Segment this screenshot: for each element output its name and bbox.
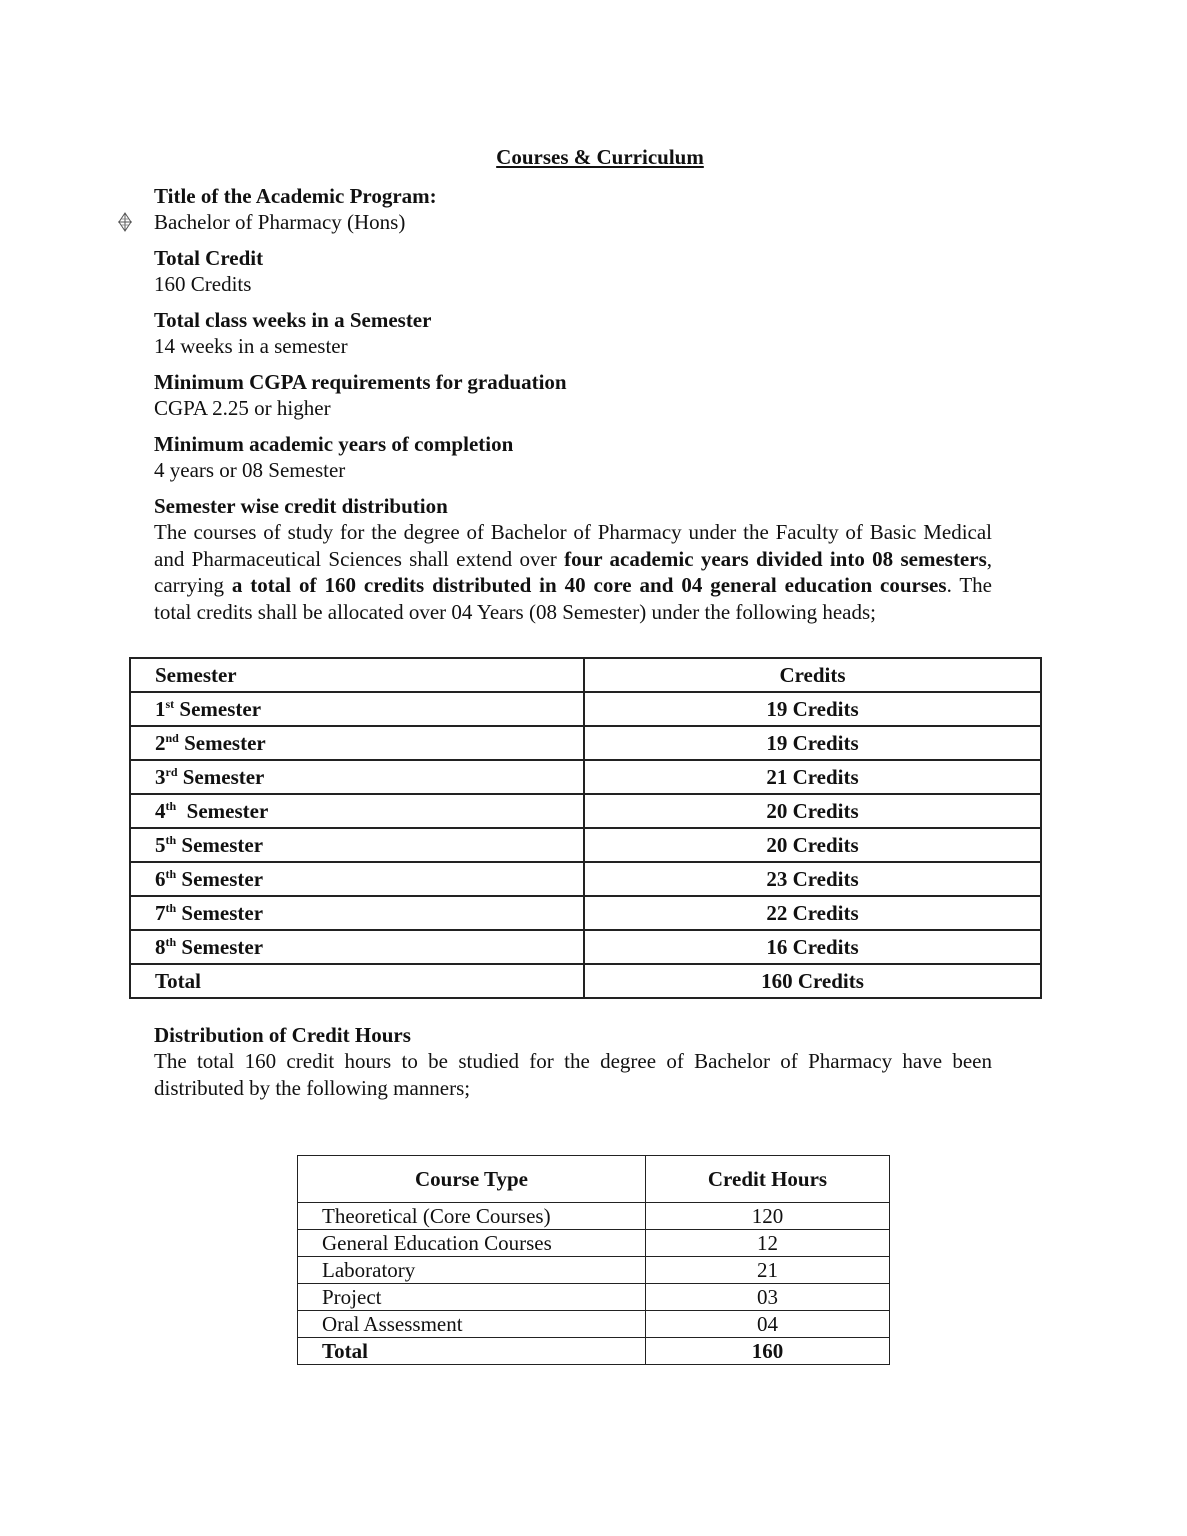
info-block: [154, 369, 992, 421]
semester-cell: 3rd Semester: [130, 760, 584, 794]
semester-cell: 5th Semester: [130, 828, 584, 862]
info-heading: Total Credit: [154, 246, 264, 270]
info-block: [154, 431, 992, 483]
semester-cell: 8th Semester: [130, 930, 584, 964]
info-block: [154, 183, 992, 235]
header-cell: Course Type: [298, 1156, 646, 1203]
program-info: [154, 183, 992, 635]
para-text: . The total credits shall be allocated over 04 Years (08 Semester) under the following heads;: [154, 573, 993, 624]
info-heading: Minimum CGPA requirements for graduation: [154, 370, 567, 394]
info-heading: Title of the Academic Program:: [154, 184, 437, 208]
para-bold: a total of 160 credits distributed in 40 core and 04 general education courses: [231, 573, 947, 597]
table-row: [130, 760, 1041, 794]
credits-cell: 20 Credits: [584, 828, 1041, 862]
section-heading: Semester wise credit distribution: [154, 494, 448, 518]
semester-cell: 1st Semester: [130, 692, 584, 726]
semester-cell: 2nd Semester: [130, 726, 584, 760]
credits-cell: 20 Credits: [584, 794, 1041, 828]
credit-hours-table: [297, 1155, 890, 1365]
table-row: [298, 1230, 890, 1257]
semester-credit-table: [129, 657, 1042, 999]
info-block: [154, 307, 992, 359]
semester-distribution-section: [154, 493, 992, 625]
info-value: Bachelor of Pharmacy (Hons): [154, 210, 406, 234]
table-row: [298, 1257, 890, 1284]
diamond-bullet-icon: [117, 212, 133, 232]
total-hours-cell: 160: [646, 1338, 890, 1365]
table-row: [298, 1284, 890, 1311]
table-row: [298, 1203, 890, 1230]
hours-cell: 21: [646, 1257, 890, 1284]
header-cell: Semester: [130, 658, 584, 692]
table-header-row: [298, 1156, 890, 1203]
para-text: The courses of study for the degree of Bachelor of Pharmacy under the Faculty of Basic Medical and Pharmaceutical Sciences shall extend over: [154, 520, 992, 571]
course-type-cell: Oral Assessment: [298, 1311, 646, 1338]
distribution-section: [154, 1022, 992, 1101]
course-type-cell: Laboratory: [298, 1257, 646, 1284]
hours-cell: 120: [646, 1203, 890, 1230]
table-row: [130, 726, 1041, 760]
course-type-cell: General Education Courses: [298, 1230, 646, 1257]
info-heading: Minimum academic years of completion: [154, 432, 514, 456]
hours-cell: 12: [646, 1230, 890, 1257]
credits-cell: 19 Credits: [584, 692, 1041, 726]
section-heading: Distribution of Credit Hours: [154, 1023, 411, 1047]
table-row: [130, 794, 1041, 828]
table-total-row: [298, 1338, 890, 1365]
info-value: 14 weeks in a semester: [154, 334, 348, 358]
total-credits-cell: 160 Credits: [584, 964, 1041, 998]
page-title: Courses & Curriculum: [496, 145, 704, 169]
hours-cell: 04: [646, 1311, 890, 1338]
info-heading: Total class weeks in a Semester: [154, 308, 432, 332]
total-label-cell: Total: [298, 1338, 646, 1365]
hours-cell: 03: [646, 1284, 890, 1311]
credits-cell: 19 Credits: [584, 726, 1041, 760]
credits-cell: 21 Credits: [584, 760, 1041, 794]
table-header-row: [130, 658, 1041, 692]
credits-cell: 16 Credits: [584, 930, 1041, 964]
header-cell: Credit Hours: [646, 1156, 890, 1203]
table-row: [130, 896, 1041, 930]
info-value: 4 years or 08 Semester: [154, 458, 346, 482]
table-row: [130, 862, 1041, 896]
info-block: [154, 245, 992, 297]
semester-cell: 7th Semester: [130, 896, 584, 930]
table-total-row: [130, 964, 1041, 998]
table-row: [130, 828, 1041, 862]
info-value: 160 Credits: [154, 272, 252, 296]
table-row: [130, 930, 1041, 964]
info-value: CGPA 2.25 or higher: [154, 396, 331, 420]
para-text: , carrying: [154, 546, 992, 597]
total-label-cell: Total: [130, 964, 584, 998]
credits-cell: 22 Credits: [584, 896, 1041, 930]
credits-cell: 23 Credits: [584, 862, 1041, 896]
table-row: [130, 692, 1041, 726]
course-type-cell: Theoretical (Core Courses): [298, 1203, 646, 1230]
header-cell: Credits: [584, 658, 1041, 692]
table-row: [298, 1311, 890, 1338]
course-type-cell: Project: [298, 1284, 646, 1311]
semester-cell: 6th Semester: [130, 862, 584, 896]
para-bold: four academic years divided into 08 semesters: [564, 546, 987, 571]
distribution-paragraph: The total 160 credit hours to be studied for the degree of Bachelor of Pharmacy have been distributed by the following manners;: [154, 1049, 992, 1100]
semester-paragraph: [154, 519, 992, 625]
semester-cell: 4th Semester: [130, 794, 584, 828]
